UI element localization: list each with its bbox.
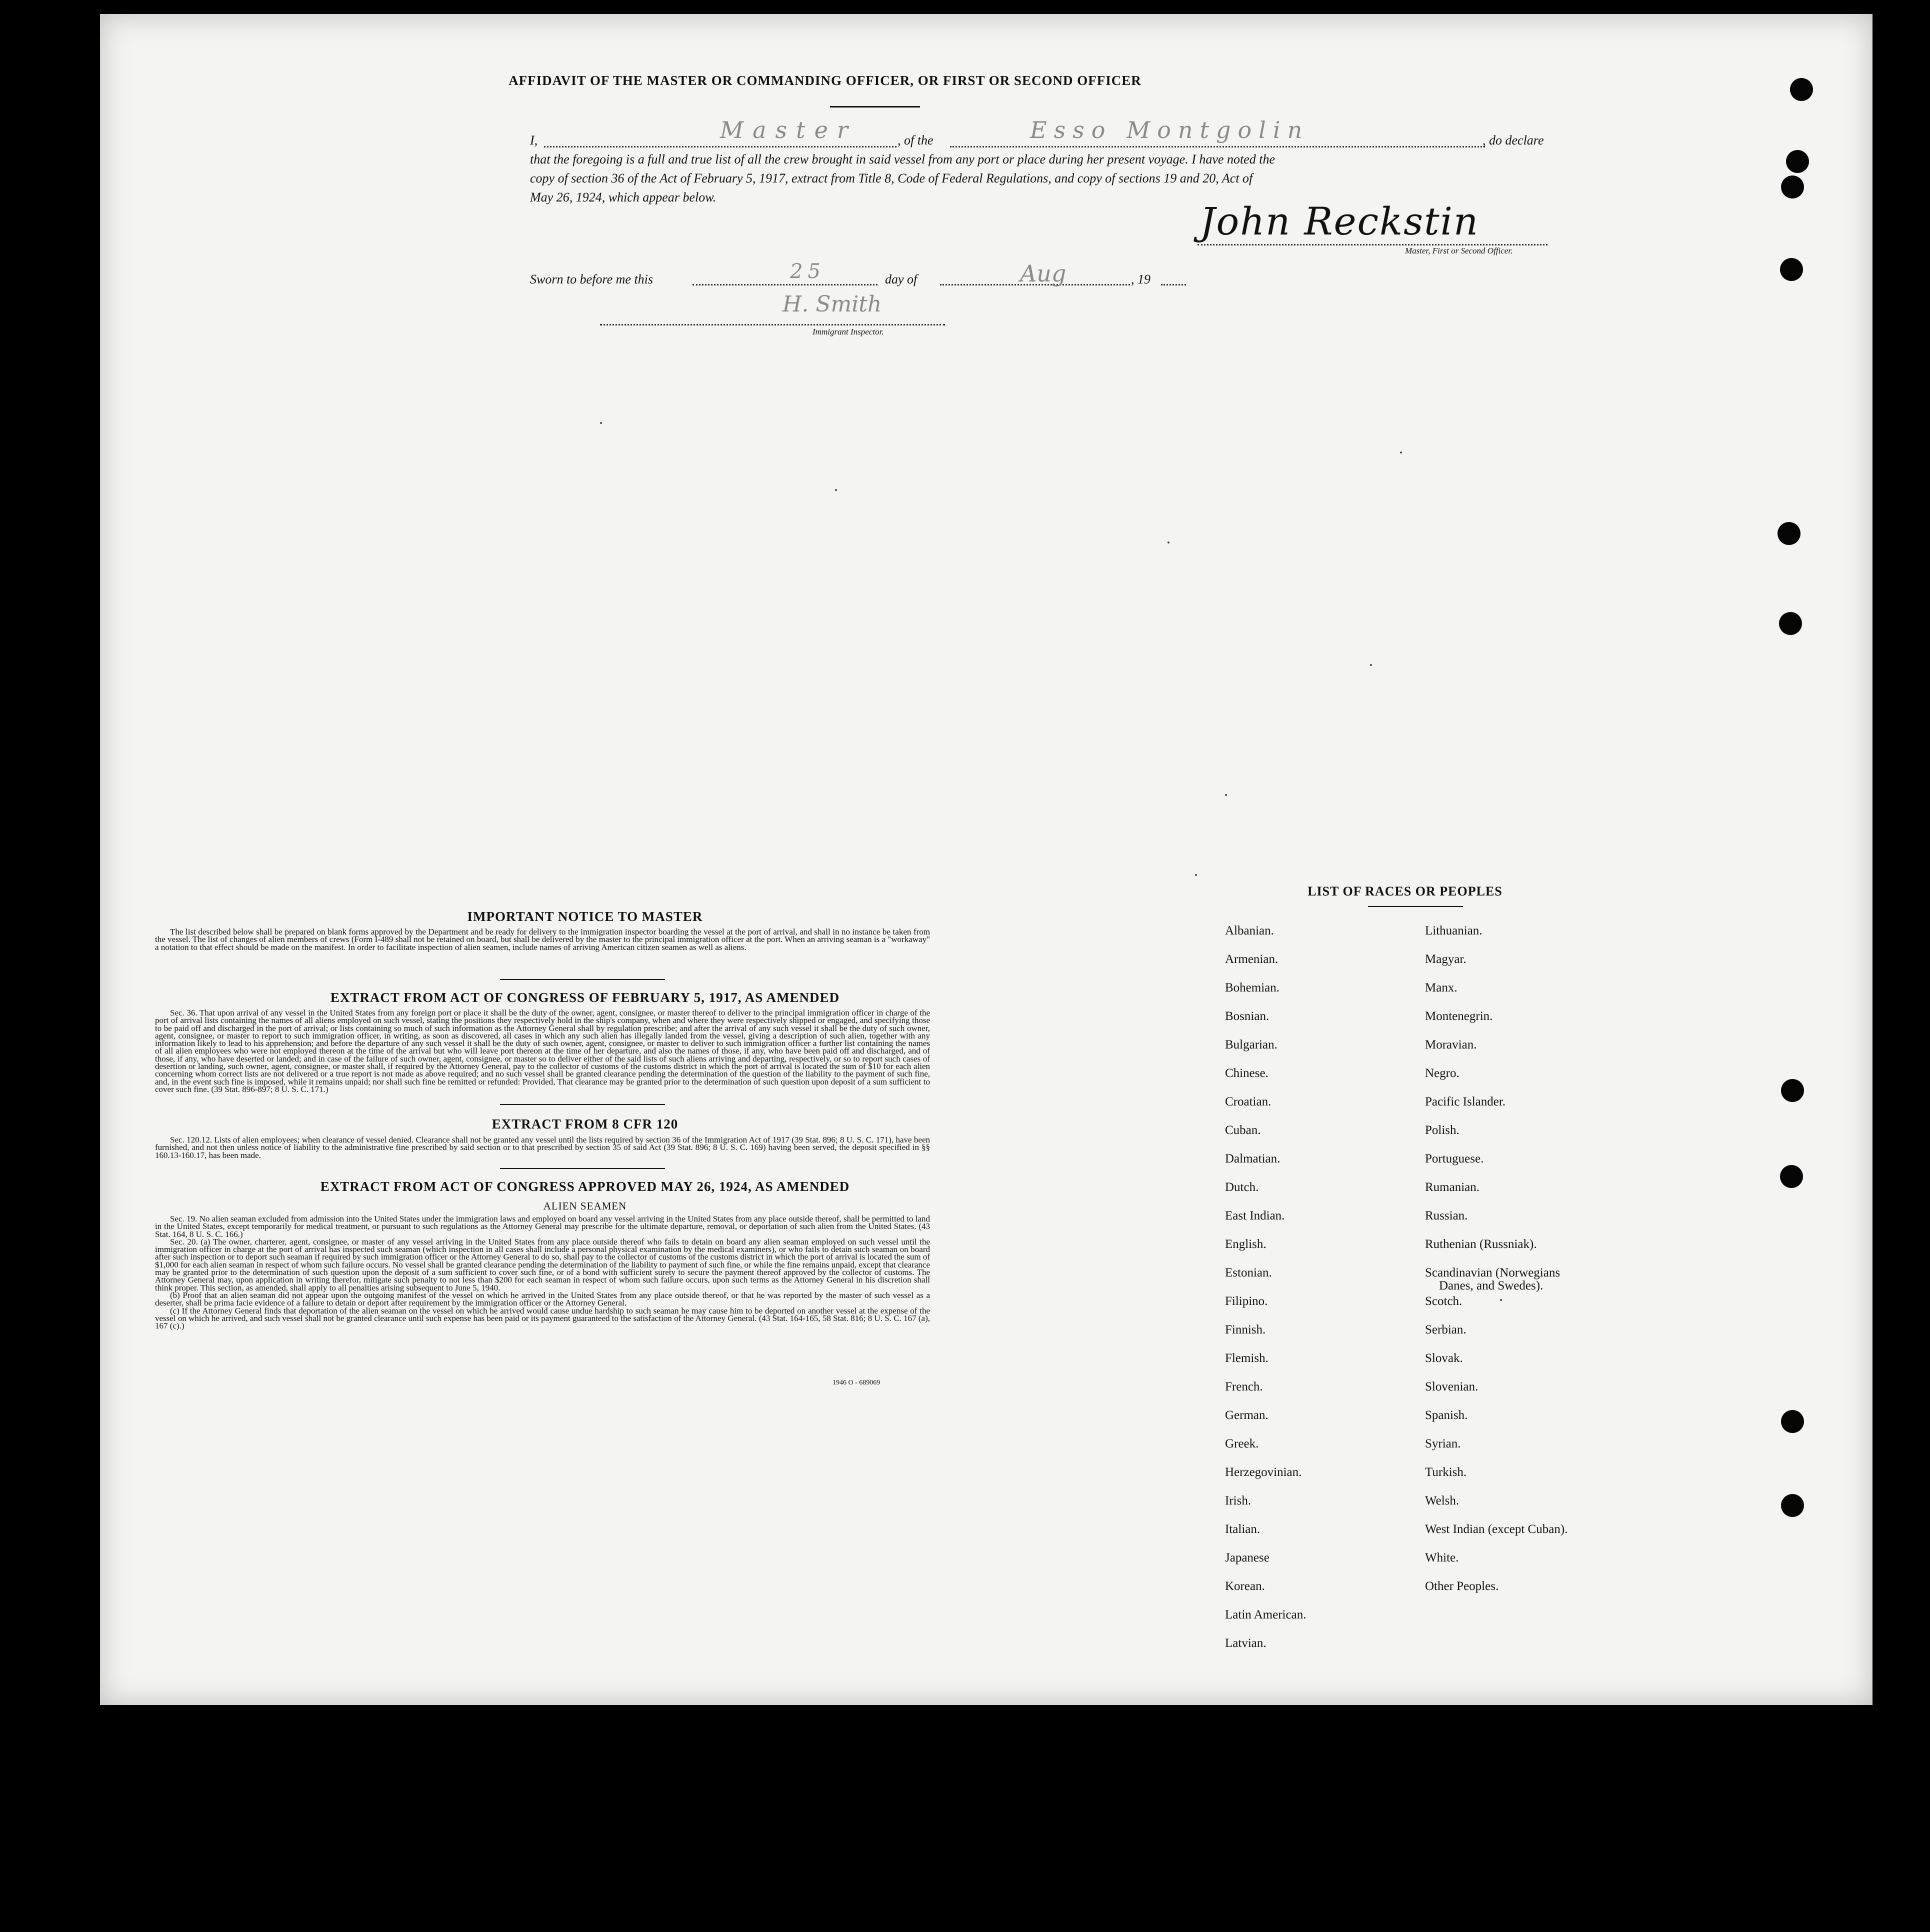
race-list-item: Finnish. [1225, 1323, 1266, 1336]
race-list-item: Welsh. [1425, 1494, 1460, 1508]
extract-1924-title: EXTRACT FROM ACT OF CONGRESS APPROVED MAY 26, 1924, AS AMENDED [320, 1179, 850, 1194]
race-list-item: Negro. [1425, 1066, 1460, 1080]
year-prefix: , 19 [1131, 272, 1150, 286]
notice-text: The list described below shall be prepared on blank forms approved by the Department and be ready for delivery to the immigration inspector boarding the vessel at the port of arrival, and shall in no instance be taken from the vessel. The list of changes of alien members of crews (Form I-489 shall not be retained on board, but shall be delivered by the master to the principal immigration officer at the port. When an arriving seaman is a "workaway" a notation to that effect should be made on the manifest. In order to facilitate inspection of alien seamen, include names of arriving American citizen seamen as well as aliens. [155, 927, 930, 952]
race-list-item: Portuguese. [1425, 1152, 1484, 1166]
race-list-item: Turkish. [1425, 1466, 1467, 1479]
race-list-item: Cuban. [1225, 1124, 1261, 1137]
race-list-item: Scandinavian (Norwegians [1425, 1266, 1560, 1280]
race-list-item: Croatian. [1225, 1095, 1272, 1108]
race-list-item: Serbian. [1425, 1323, 1466, 1336]
print-code: 1946 O - 689069 [832, 1379, 880, 1386]
race-list-item: Bulgarian. [1225, 1038, 1278, 1052]
section-rule [500, 979, 665, 980]
day-of-label: day of [885, 272, 918, 286]
race-list-item: Polish. [1425, 1124, 1460, 1137]
race-list-item: Chinese. [1225, 1066, 1268, 1080]
race-list-item: Magyar. [1425, 952, 1466, 966]
race-list-item: German. [1225, 1408, 1268, 1422]
extract-1917-text: Sec. 36. That upon arrival of any vessel in the United States from any foreign port or place it shall be the duty of the owner, agent, consignee, or master thereof to deliver to the principal immigration officer in charge of the port of arrival lists containing the names of all aliens employed on such vessel, stating the positions they respectively hold in the ship's company, when and where they were respectively shipped or engaged, and specifying those to be paid off and discharged in the port of arrival; or lists containing so much of such information as the Attorney General shall by regulation prescribe; and after the arrival of any such vessel it shall be the duty of such owner, agent, consignee, or master to report to such immigration officer, in writing, as soon as discovered, all cases in which any such alien has illegally landed from the vessel, giving a description of such alien, together with any information likely to lead to his apprehension; and before the departure of any such vessel it shall be the duty of such owner, agent, consignee, or master to deliver to such immigration officer a further list containing the names of all alien employees who were not employed thereon at the time of the arrival but who will leave port thereon at the time of her departure, and also the names of those, if any, who have been paid off and discharged, and of those, if any, who have deserted or landed; and in case of the failure of such owner, agent, consignee, or master so to deliver either of the said lists of such aliens arriving and departing, respectively, or so to report such cases of desertion or landing, such owner, agent, consignee, or master shall, if required by the Attorney General, pay to the collector of customs of the customs district in which the port of arrival is located the sum of $10 for each alien concerning whom correct lists are not delivered or a true report is not made as above required; and no such vessel shall be granted clearance pending the determination of the question of the liability to the payment of such fine, and, in the event such fine is imposed, while it remains unpaid; nor shall such fine be remitted or refunded: Provided, That clearance may be granted prior to the determination of such question upon deposit of a sum sufficient to cover such fine. (39 Stat. 896-897; 8 U. S. C. 171.) [155, 1008, 930, 1094]
extract-1924-subtitle: ALIEN SEAMEN [543, 1200, 627, 1212]
vessel-field-line [950, 146, 1485, 148]
race-list-item: Bosnian. [1225, 1010, 1270, 1023]
declaration-body-line2: that the foregoing is a full and true list of all the crew brought in said vessel from any port or place during her present voyage. I have noted the [530, 152, 1275, 166]
extract-cfr-text: Sec. 120.12. Lists of alien employees; when clearance of vessel denied. Clearance shall not be granted any vessel until the lists required by section 36 of the Immigration Act of 1917 (39 Stat. 896; 8 U. S. C. 171), have been furnished, and not then unless notice of liability to the administrative fine prescribed by said section or to that prescribed by section 35 of said Act (39 Stat. 896; 8 U. S. C. 169) having been served, the deposit specified in §§ 160.13-160.17, has been made. [155, 1135, 930, 1160]
punch-hole [1778, 522, 1800, 545]
inspector-signature-line [600, 324, 945, 326]
races-right-column [1425, 924, 1568, 1608]
race-list-item: Armenian. [1225, 952, 1278, 966]
race-list-item: French. [1225, 1380, 1263, 1394]
race-list-item: Irish. [1225, 1494, 1252, 1508]
extract-1924-para: Sec. 20. (a) The owner, charterer, agent, consignee, or master of any vessel arriving in the United States from any place outside thereof who fails to detain on board any alien seaman employed on such vessel until the immigration officer in charge at the port of arrival has inspected such seaman (which inspection in all cases shall include a personal physical examination by the medical examiners), or who fails to detain such seaman on board after such inspection or to deport such seaman if required by such immigration officer or the Attorney General to do so, shall pay to the collector of customs of the customs district in which the port of arrival is located the sum of $1,000 for each alien seaman in respect of whom such failure occurs. No vessel shall be granted clearance pending the determination of the liability to payment of such fine, or while the fine remains unpaid, except that clearance may be granted prior to the determination of such question upon the deposit of a sum sufficient to cover such fine, or of a bond with sufficient surety to secure the payment thereof approved by the collector of customs. The Attorney General may, upon application in writing therefor, mitigate such penalty to not less than $200 for each seaman in respect of whom such failure occurs, upon such terms as the Attorney General in his discretion shall think proper. This section, as amended, shall apply to all penalties arising subsequent to June 5, 1940. [155, 1236, 930, 1292]
notice-text-block [155, 928, 930, 951]
inspector-caption: Immigrant Inspector. [812, 327, 884, 336]
race-list-item: Herzegovinian. [1225, 1466, 1302, 1479]
race-list-item: East Indian. [1225, 1209, 1285, 1222]
race-list-item: Montenegrin. [1425, 1010, 1493, 1023]
race-list-item: Lithuanian. [1425, 924, 1482, 938]
signature-line [1198, 244, 1548, 246]
declaration-body-line4: May 26, 1924, which appear below. [530, 190, 716, 204]
race-list-item: Slovak. [1425, 1352, 1463, 1365]
punch-hole [1786, 150, 1809, 173]
race-list-item: Rumanian. [1425, 1180, 1480, 1194]
master-signature: John Reckstin [1200, 199, 1479, 244]
race-list-item: Slovenian. [1425, 1380, 1478, 1394]
race-list-item: Scotch. [1425, 1294, 1462, 1308]
race-list-item: Japanese [1225, 1551, 1270, 1564]
declaration-mid: , of the [898, 133, 934, 148]
notice-title: IMPORTANT NOTICE TO MASTER [467, 909, 703, 924]
race-list-item: Filipino. [1225, 1294, 1268, 1308]
extract-1917-title: EXTRACT FROM ACT OF CONGRESS OF FEBRUARY 5, 1917, AS AMENDED [330, 990, 840, 1005]
race-list-item: White. [1425, 1551, 1459, 1564]
races-right-continuation: Danes, and Swedes). [1439, 1279, 1544, 1292]
punch-hole [1781, 1079, 1804, 1102]
race-list-item: Latvian. [1225, 1636, 1266, 1650]
race-list-item: English. [1225, 1238, 1266, 1251]
declaration-suffix: , do declare [1482, 133, 1544, 148]
name-handwritten: Master [720, 116, 857, 144]
races-title: LIST OF RACES OR PEOPLES [1308, 884, 1502, 898]
race-list-item: Russian. [1425, 1209, 1468, 1222]
extract-1917-text-block [155, 1009, 930, 1093]
extract-1924-text-block [155, 1215, 930, 1330]
race-list-item: Greek. [1225, 1437, 1259, 1450]
punch-hole [1781, 1410, 1804, 1433]
punch-hole [1790, 78, 1813, 101]
sworn-prefix: Sworn to before me this [530, 272, 654, 286]
race-list-item: Spanish. [1425, 1408, 1468, 1422]
section-rule [500, 1168, 665, 1169]
month-handwritten: Aug [1020, 260, 1066, 287]
extract-1924-para: (c) If the Attorney General finds that deportation of the alien seaman on the vessel on which he arrived would cause undue hardship to such seaman he may cause him to be deported on another vessel at the expense of the vessel on which he arrived, and such vessel shall not be granted clearance until such expense has been paid or its payment guaranteed to the satisfaction of the Attorney General. (43 Stat. 164-165, 58 Stat. 816; 8 U. S. C. 167 (a), 167 (c).) [155, 1306, 930, 1331]
punch-hole [1780, 1165, 1803, 1188]
race-list-item: Latin American. [1225, 1608, 1306, 1622]
race-list-item: Ruthenian (Russniak). [1425, 1238, 1537, 1251]
day-handwritten: 25 [790, 260, 826, 283]
year-field-line [1161, 284, 1186, 286]
race-list-item: Moravian. [1425, 1038, 1477, 1052]
name-field-line [544, 146, 896, 148]
race-list-item: Syrian. [1425, 1437, 1461, 1450]
declaration-prefix: I, [530, 133, 538, 148]
affidavit-title: AFFIDAVIT OF THE MASTER OR COMMANDING OFFICER, OR FIRST OR SECOND OFFICER [508, 73, 1142, 88]
race-list-item: Bohemian. [1225, 981, 1280, 994]
race-list-item: Dalmatian. [1225, 1152, 1280, 1166]
title-rule [830, 106, 920, 108]
extract-1924-para: Sec. 19. No alien seaman excluded from admission into the United States under the immigration laws and employed on board any vessel arriving in the United States from any place outside thereof, shall be permitted to land in the United States, except temporarily for medical treatment, or pursuant to such regulations as the Attorney General may prescribe for the ultimate departure, removal, or deportation of such alien from the United States. (43 Stat. 164, 8 U. S. C. 166.) [155, 1214, 930, 1239]
race-list-item: Estonian. [1225, 1266, 1272, 1280]
race-list-item: West Indian (except Cuban). [1425, 1522, 1568, 1536]
race-list-item: Flemish. [1225, 1352, 1268, 1365]
extract-1924-para: (b) Proof that an alien seaman did not appear upon the outgoing manifest of the vessel on which he arrived in the United States from any place outside thereof, or that he was reported by the master of such vessel as a deserter, shall be prima facie evidence of a failure to detain or deport after requirement by the immigration officer or the Attorney General. [155, 1290, 930, 1308]
declaration-body-line3: copy of section 36 of the Act of February 5, 1917, extract from Title 8, Code of Federal Regulations, and copy of sections 19 and 20, Act of [530, 171, 1253, 186]
punch-hole [1781, 176, 1804, 198]
day-field-line [692, 284, 878, 286]
punch-hole [1781, 1494, 1804, 1517]
race-list-item: Albanian. [1225, 924, 1274, 938]
race-list-item: Other Peoples. [1425, 1580, 1499, 1593]
races-left-column [1225, 924, 1306, 1665]
inspector-signature: H. Smith [782, 292, 882, 317]
section-rule [500, 1104, 665, 1105]
vessel-handwritten: Esso Montgolin [1030, 116, 1310, 144]
race-list-item: Italian. [1225, 1522, 1260, 1536]
extract-cfr-title: EXTRACT FROM 8 CFR 120 [492, 1116, 678, 1132]
punch-hole [1779, 612, 1802, 635]
races-title-rule [1368, 906, 1463, 907]
race-list-item: Pacific Islander. [1425, 1095, 1506, 1108]
extract-cfr-text-block [155, 1136, 930, 1159]
punch-hole [1780, 258, 1803, 281]
race-list-item: Manx. [1425, 981, 1458, 994]
document-sheet [100, 14, 1872, 1705]
race-list-item: Korean. [1225, 1580, 1265, 1593]
race-list-item: Dutch. [1225, 1180, 1259, 1194]
signature-caption: Master, First or Second Officer. [1405, 246, 1513, 256]
